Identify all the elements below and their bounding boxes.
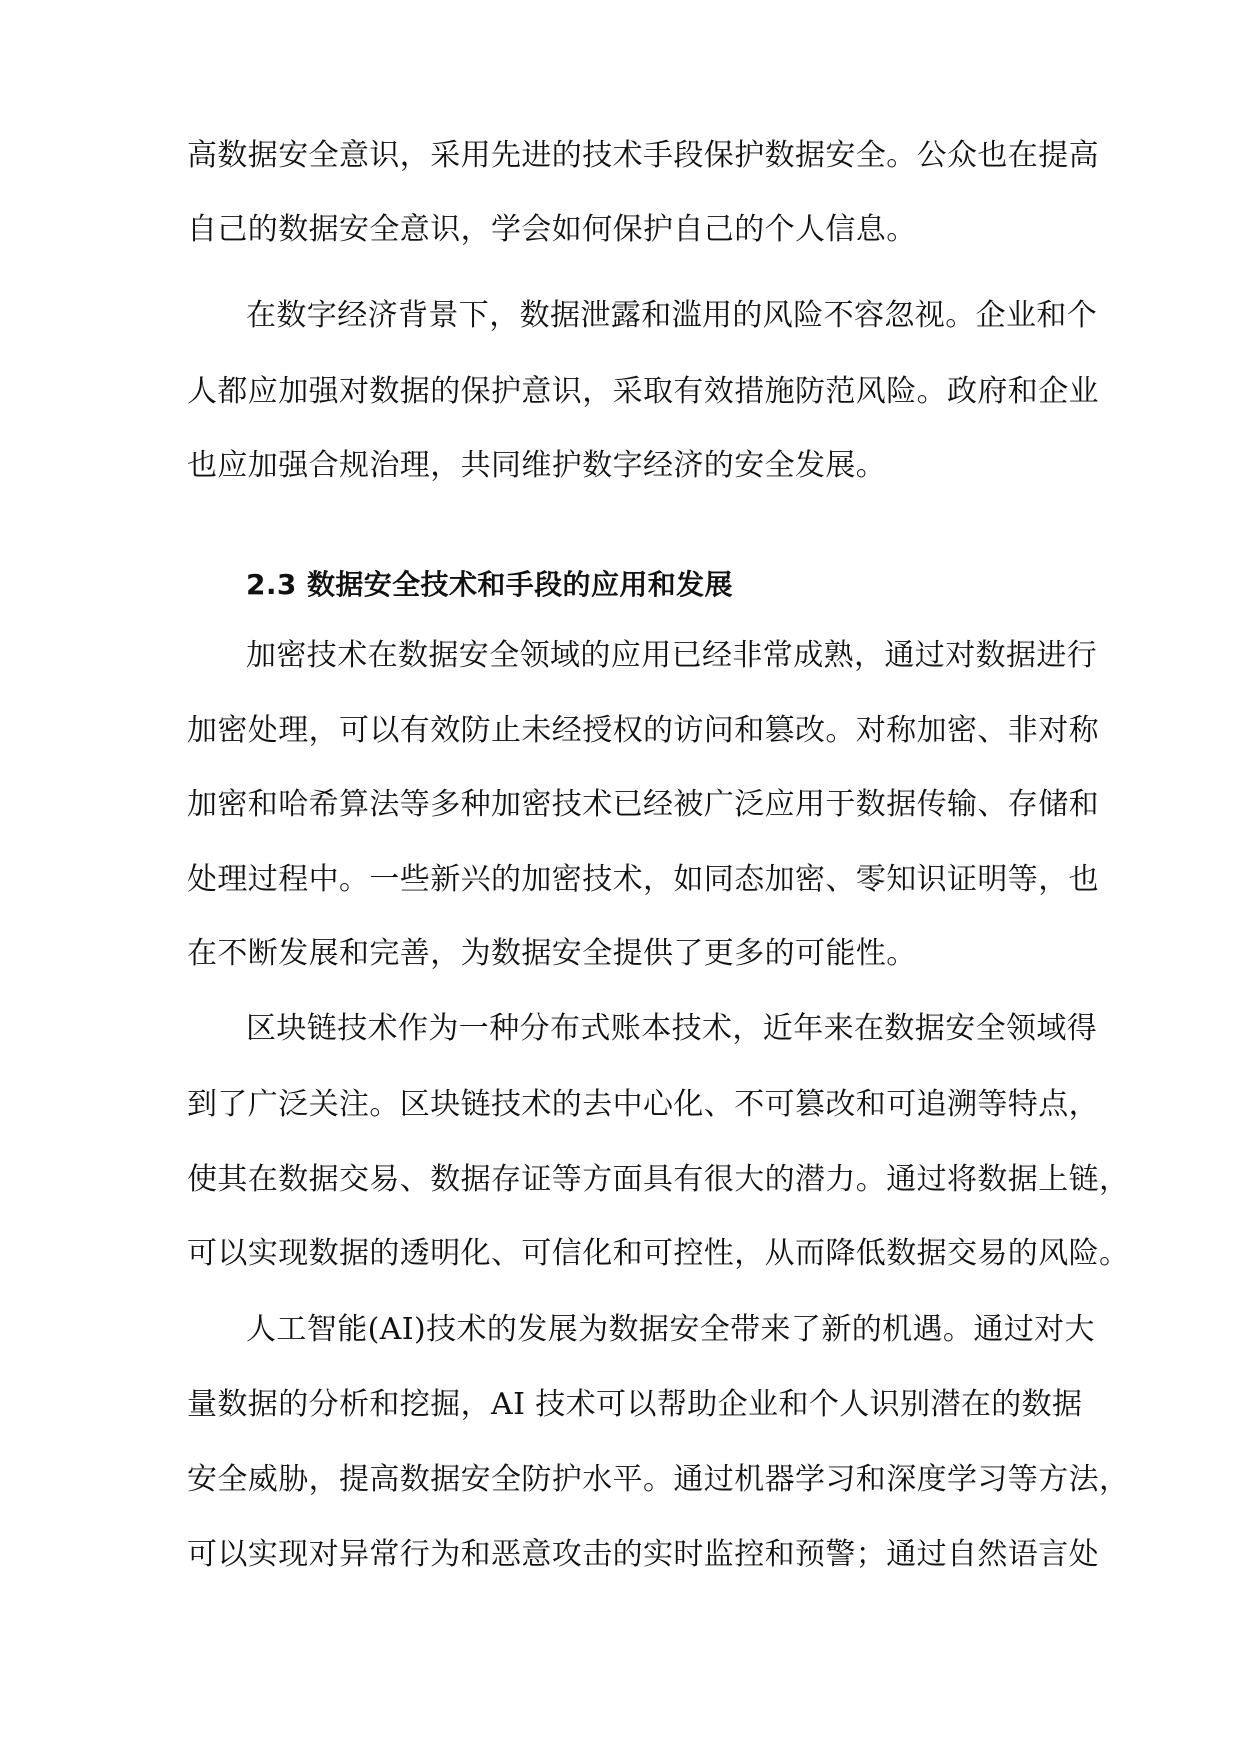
paragraph-line: 安全威胁，提高数据安全防护水平。通过机器学习和深度学习等方法，	[187, 1462, 1130, 1497]
paragraph-line: 加密技术在数据安全领域的应用已经非常成熟，通过对数据进行	[246, 638, 1098, 673]
paragraph-line: 也应加强合规治理，共同维护数字经济的安全发展。	[187, 448, 887, 483]
paragraph-line: 到了广泛关注。区块链技术的去中心化、不可篡改和可追溯等特点，	[187, 1087, 1099, 1122]
paragraph-line: 量数据的分析和挖掘，AI 技术可以帮助企业和个人识别潜在的数据	[187, 1387, 1083, 1422]
paragraph-line: 高数据安全意识，采用先进的技术手段保护数据安全。公众也在提高	[187, 138, 1099, 173]
paragraph-line: 可以实现数据的透明化、可信化和可控性，从而降低数据交易的风险。	[187, 1236, 1130, 1271]
paragraph-line: 加密处理，可以有效防止未经授权的访问和篡改。对称加密、非对称	[187, 713, 1099, 748]
section-heading: 2.3 数据安全技术和手段的应用和发展	[246, 568, 733, 601]
paragraph-line: 使其在数据交易、数据存证等方面具有很大的潜力。通过将数据上链，	[187, 1162, 1130, 1197]
paragraph-line: 自己的数据安全意识，学会如何保护自己的个人信息。	[187, 212, 917, 247]
paragraph-line: 在数字经济背景下，数据泄露和滥用的风险不容忽视。企业和个	[246, 298, 1098, 333]
paragraph-line: 在不断发展和完善，为数据安全提供了更多的可能性。	[187, 936, 917, 971]
paragraph-line: 加密和哈希算法等多种加密技术已经被广泛应用于数据传输、存储和	[187, 787, 1099, 822]
paragraph-line: 人都应加强对数据的保护意识，采取有效措施防范风险。政府和企业	[187, 374, 1099, 409]
paragraph-line: 区块链技术作为一种分布式账本技术，近年来在数据安全领域得	[246, 1011, 1098, 1046]
paragraph-line: 可以实现对异常行为和恶意攻击的实时监控和预警；通过自然语言处	[187, 1537, 1099, 1572]
paragraph-line: 处理过程中。一些新兴的加密技术，如同态加密、零知识证明等，也	[187, 862, 1099, 897]
paragraph-line: 人工智能(AI)技术的发展为数据安全带来了新的机遇。通过对大	[246, 1312, 1095, 1347]
